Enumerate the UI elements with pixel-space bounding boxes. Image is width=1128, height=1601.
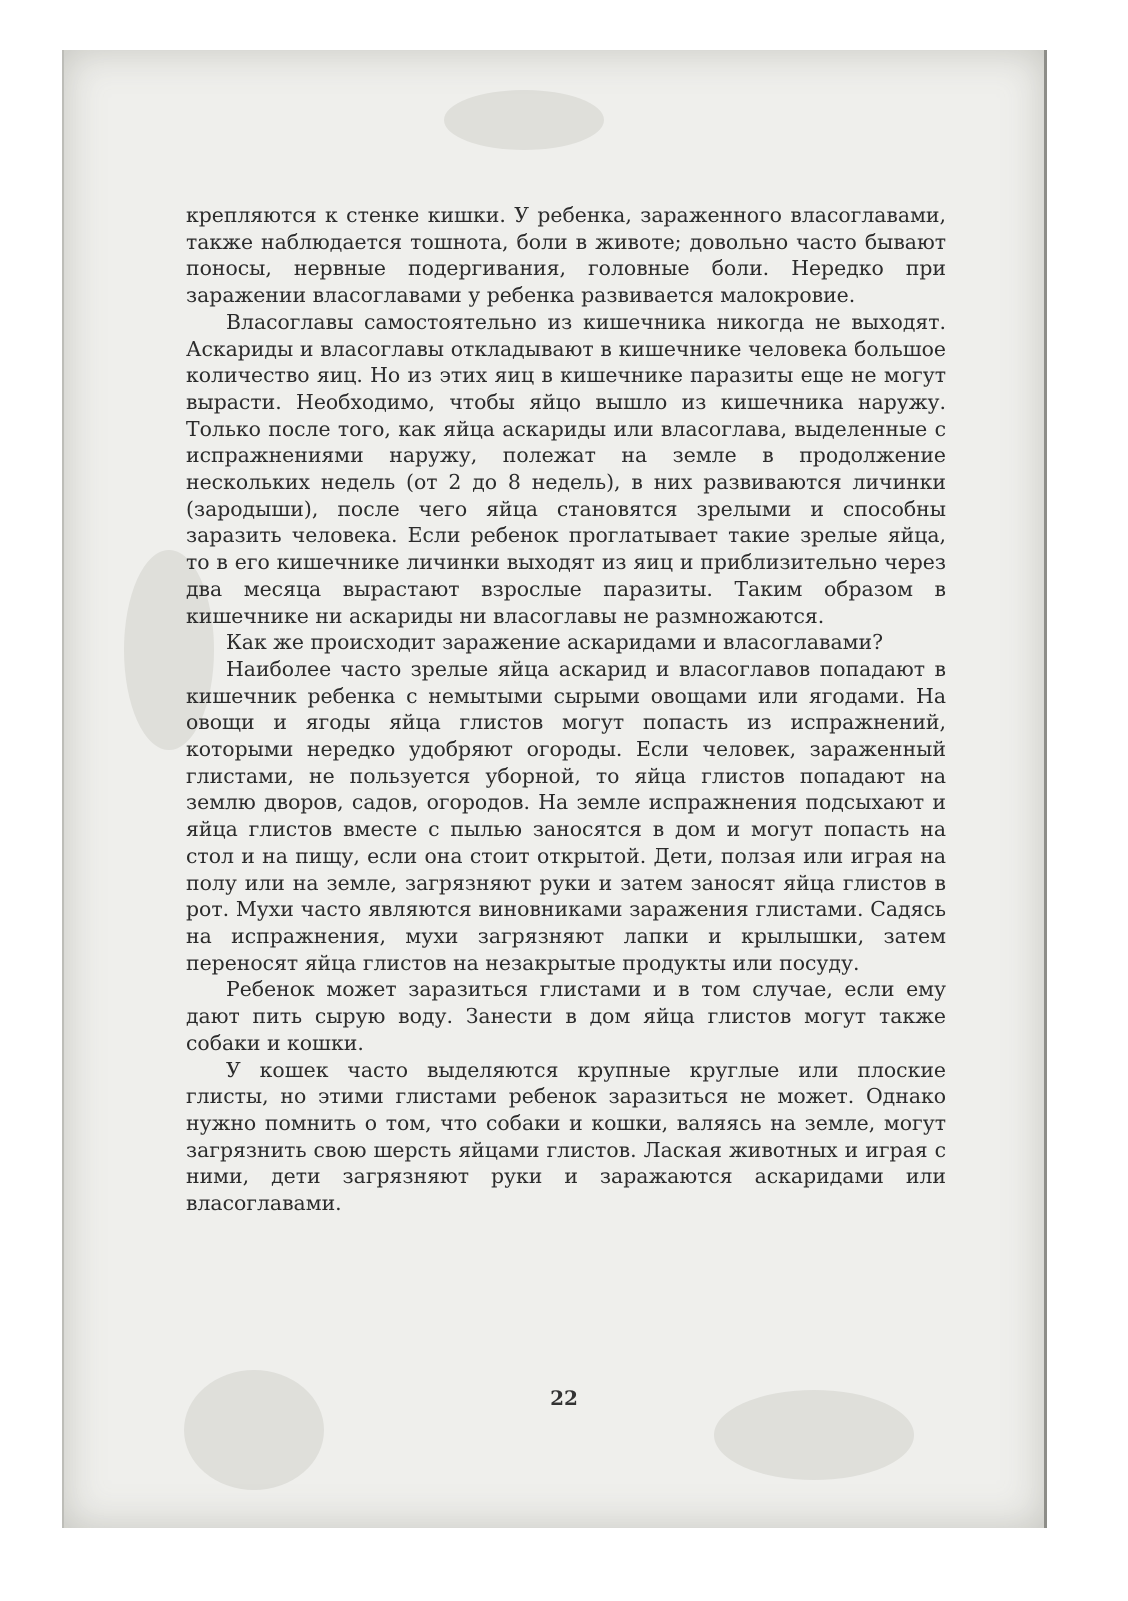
paper-stain bbox=[444, 90, 604, 150]
paragraph: Власоглавы самостоятельно из кишечника никогда не выходят. Аскариды и власоглавы откладывают в кишечнике человека большое количество яиц. Но из этих яиц в кишечнике паразиты еще не могут вырасти. Необходимо, чтобы яйцо вышло из кишечника наружу. Только после того, как яйца аскариды или власоглава, выделенные с испражнениями наружу, полежат на земле в продолжение нескольких недель (от 2 до 8 недель), в них развиваются личинки (зародыши), после чего яйца становятся зрелыми и способны заразить человека. Если ребенок проглатывает такие зрелые яйца, то в его кишечнике личинки выходят из яиц и приблизительно через два месяца вырастают взрослые паразиты. Таким образом в кишечнике ни аскариды ни власоглавы не размножаются. bbox=[186, 309, 946, 628]
page-body-text bbox=[186, 202, 946, 1217]
paragraph: Ребенок может заразиться глистами и в том случае, если ему дают пить сырую воду. Занести в дом яйца глистов могут также собаки и кошки. bbox=[186, 977, 946, 1055]
paragraph: крепляются к стенке кишки. У ребенка, зараженного власоглавами, также наблюдается тошнота, боли в животе; довольно часто бывают поносы, нервные подергивания, головные боли. Нередко при заражении власоглавами у ребенка развивается малокровие. bbox=[186, 203, 946, 308]
paragraph: Наиболее часто зрелые яйца аскарид и власоглавов попадают в кишечник ребенка с немытыми сырыми овощами или ягодами. На овощи и ягоды яйца глистов могут попасть из испражнений, которыми нередко удобряют огороды. Если человек, зараженный глистами, не пользуется уборной, то яйца глистов попадают на землю дворов, садов, огородов. На земле испражнения подсыхают и яйца глистов вместе с пылью заносятся в дом и могут попасть на стол и на пищу, если она стоит открытой. Дети, ползая или играя на полу или на земле, загрязняют руки и затем заносят яйца глистов в рот. Мухи часто являются виновниками заражения глистами. Садясь на испражнения, мухи загрязняют лапки и крылышки, затем переносят яйца глистов на незакрытые продукты или посуду. bbox=[186, 656, 946, 975]
page-number: 22 bbox=[550, 1386, 578, 1410]
paragraph: У кошек часто выделяются крупные круглые или плоские глисты, но этими глистами ребенок заразиться не может. Однако нужно помнить о том, что собаки и кошки, валяясь на земле, могут загрязнить свою шерсть яйцами глистов. Лаская животных и играя с ними, дети загрязняют руки и заражаются аскаридами или власоглавами. bbox=[186, 1057, 946, 1216]
paragraph: Как же происходит заражение аскаридами и власоглавами? bbox=[226, 630, 884, 655]
